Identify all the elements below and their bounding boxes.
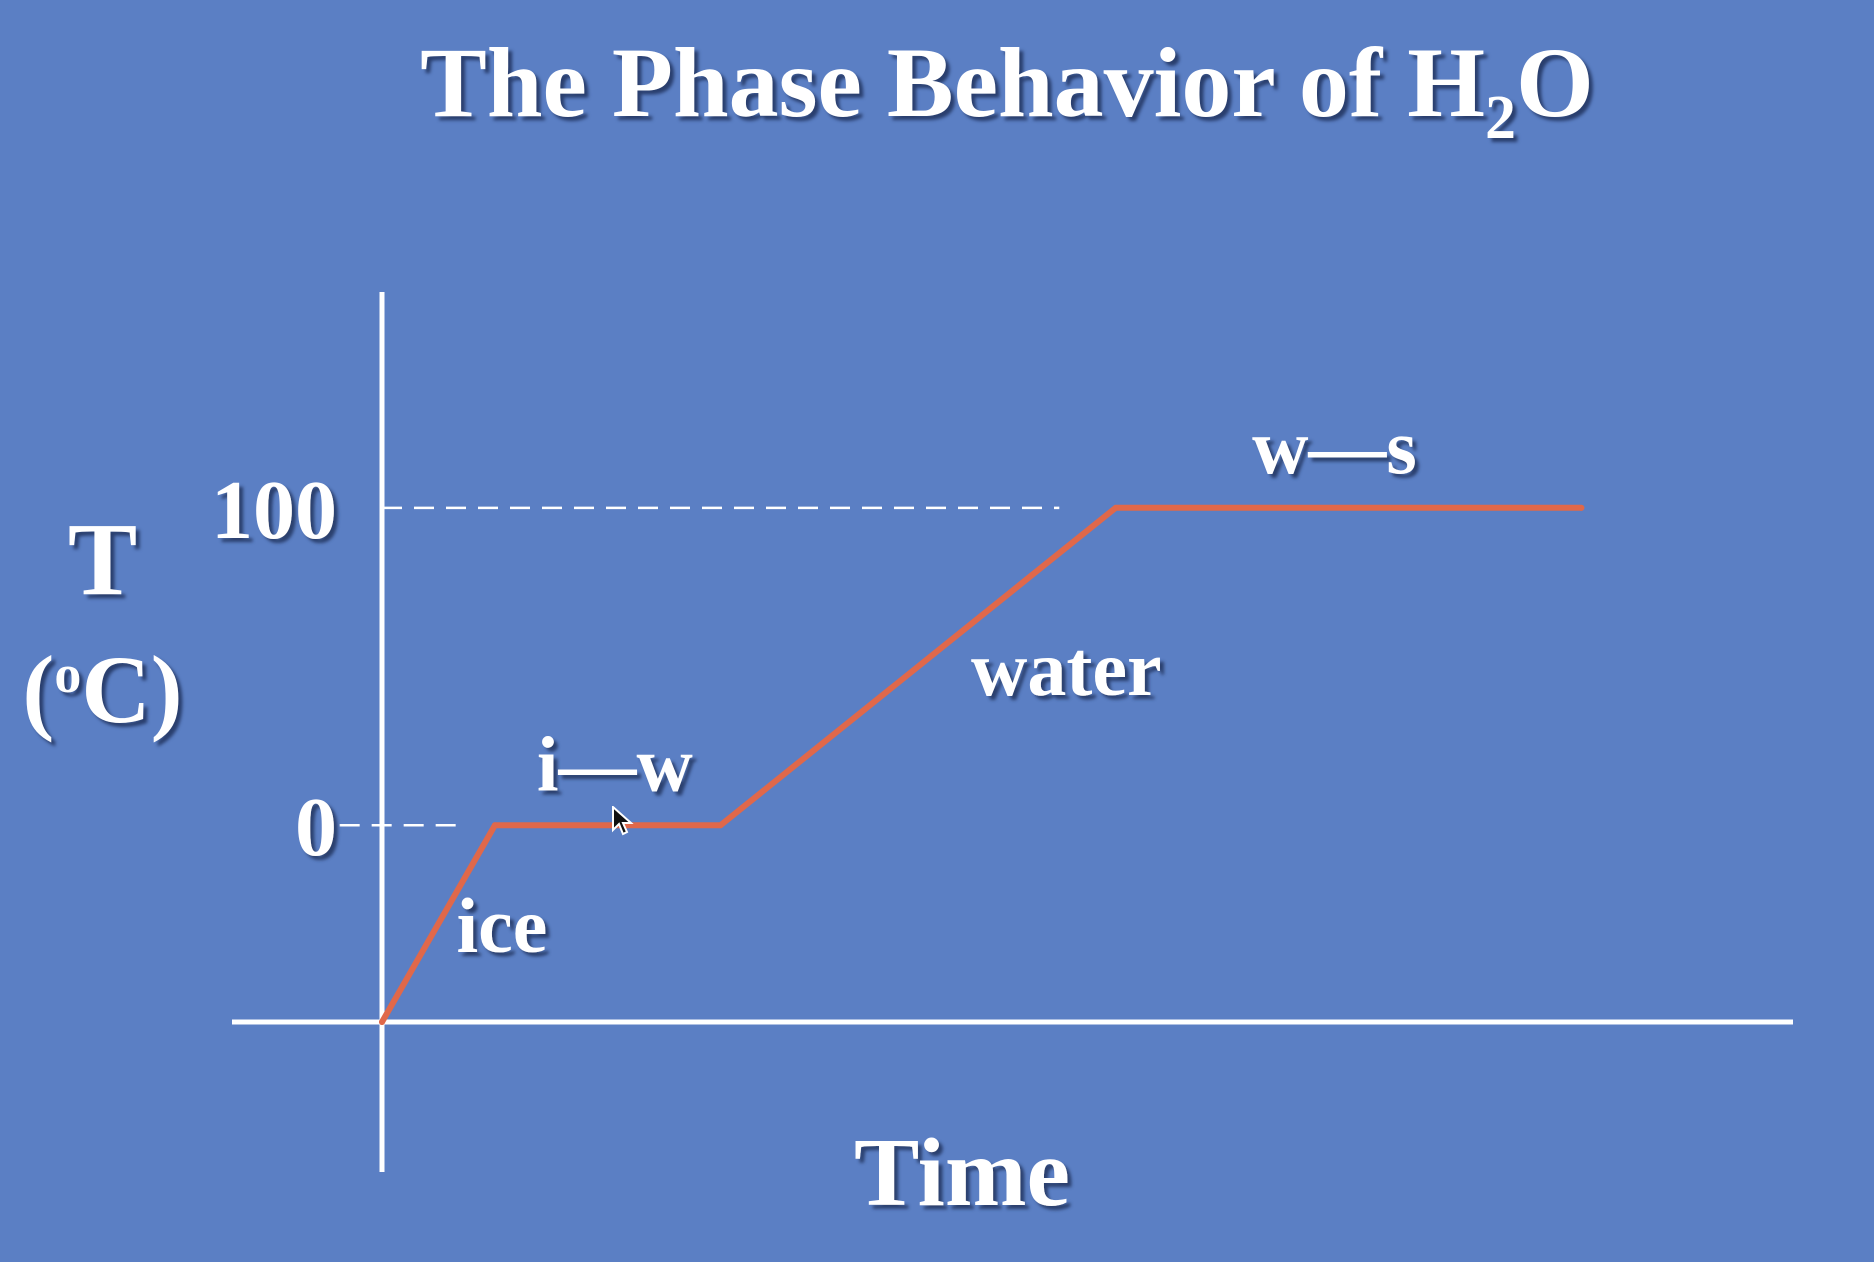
- series-point-3: [1113, 505, 1119, 511]
- annotation-label-1: i—w: [536, 720, 693, 808]
- degree-symbol: o: [54, 644, 82, 704]
- series-point-2: [718, 822, 724, 828]
- annotation-label-0: ice: [456, 882, 548, 970]
- series-point-0: [379, 1019, 385, 1025]
- annotation-label-3: w—s: [1252, 402, 1417, 490]
- y-unit-name: C): [81, 636, 183, 743]
- x-axis-label: Time: [854, 1119, 1070, 1227]
- y-axis-label: T: [67, 502, 138, 617]
- y-tick-label-0: 0: [295, 781, 337, 875]
- mouse-cursor-icon: [612, 806, 634, 836]
- series-point-1: [492, 822, 498, 828]
- y-unit-open: (: [22, 636, 55, 743]
- title-main: The Phase Behavior of H: [420, 27, 1486, 138]
- annotation-label-2: water: [971, 625, 1162, 713]
- title-suffix: O: [1516, 27, 1594, 138]
- y-tick-label-1: 100: [211, 463, 337, 557]
- title-subscript: 2: [1485, 84, 1517, 152]
- series-point-4: [1578, 505, 1584, 511]
